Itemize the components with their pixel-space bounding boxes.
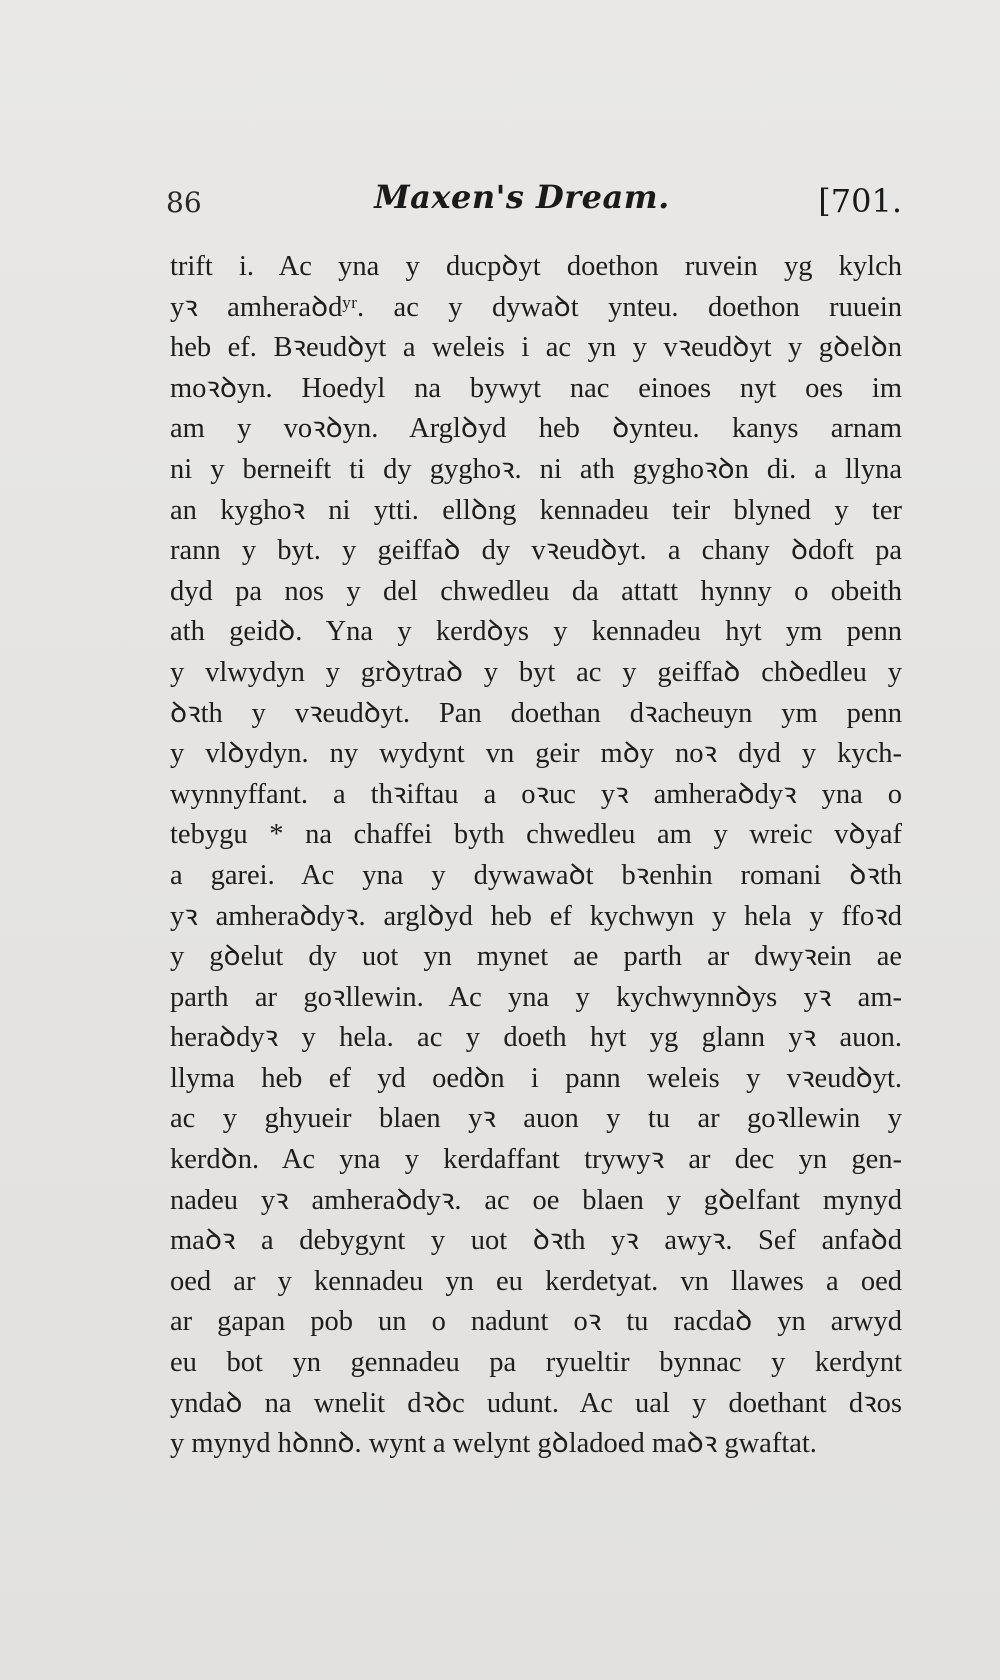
text-line: trift i. Ac yna y ducpꝺyt doethon ruvein yg kylch — [170, 251, 902, 282]
text-line: ac y ghyueir blaen yꝛ auon y tu ar goꝛllewin y — [170, 1103, 902, 1135]
text-line: rann y byt. y geiffaꝺ dy vꝛeudꝺyt. a chany ꝺdoft pa — [170, 535, 902, 567]
text-line: yꝛ amheraꝺdʸʳ. ac y dywaꝺt ynteu. doethon ruuein — [170, 291, 902, 323]
body-text — [170, 247, 902, 1465]
page-header — [162, 178, 902, 228]
text-line: ar gapan pob un o nadunt oꝛ tu racdaꝺ yn arwyd — [170, 1306, 902, 1338]
text-line: yndaꝺ na wnelit dꝛꝺc udunt. Ac ual y doethant dꝛos — [170, 1387, 902, 1419]
text-line: parth ar goꝛllewin. Ac yna y kychwynnꝺys yꝛ am- — [170, 981, 902, 1013]
text-line: kerdꝺn. Ac yna y kerdaffant trywyꝛ ar dec yn gen- — [170, 1144, 902, 1176]
text-line: an kyghoꝛ ni ytti. ellꝺng kennadeu teir blyned y ter — [170, 494, 902, 526]
column-number: [701. — [818, 182, 902, 220]
text-line: heb ef. Bꝛeudꝺyt a weleis i ac yn y vꝛeudꝺyt y gꝺelꝺn — [170, 332, 902, 364]
text-line: llyma heb ef yd oedꝺn i pann weleis y vꝛeudꝺyt. — [170, 1062, 902, 1094]
text-line: yꝛ amheraꝺdyꝛ. arglꝺyd heb ef kychwyn y hela y ffoꝛd — [170, 900, 902, 932]
text-line: y mynyd hꝺnnꝺ. wynt a welynt gꝺladoed maꝺꝛ gwaftat. — [170, 1428, 817, 1460]
text-line: a garei. Ac yna y dywawaꝺt bꝛenhin romani ꝺꝛth — [170, 859, 902, 891]
text-line: moꝛꝺyn. Hoedyl na bywyt nac einoes nyt oes im — [170, 372, 902, 404]
text-line: maꝺꝛ a debygynt y uot ꝺꝛth yꝛ awyꝛ. Sef anfaꝺd — [170, 1225, 902, 1257]
text-line: dyd pa nos y del chwedleu da attatt hynny o obeith — [170, 575, 902, 607]
text-line: tebygu * na chaffei byth chwedleu am y wreic vꝺyaf — [170, 819, 902, 851]
text-line: ni y berneift ti dy gyghoꝛ. ni ath gyghoꝛꝺn di. a llyna — [170, 453, 902, 485]
text-line: eu bot yn gennadeu pa ryueltir bynnac y kerdynt — [170, 1347, 902, 1379]
text-line: ꝺꝛth y vꝛeudꝺyt. Pan doethan dꝛacheuyn ym penn — [170, 697, 902, 729]
text-line: am y voꝛꝺyn. Arglꝺyd heb ꝺynteu. kanys arnam — [170, 413, 902, 445]
page-number: 86 — [166, 186, 202, 219]
running-title: Maxen's Dream. — [374, 178, 670, 216]
text-line: ath geidꝺ. Yna y kerdꝺys y kennadeu hyt ym penn — [170, 616, 902, 648]
text-line: nadeu yꝛ amheraꝺdyꝛ. ac oe blaen y gꝺelfant mynyd — [170, 1184, 902, 1216]
text-line: oed ar y kennadeu yn eu kerdetyat. vn llawes a oed — [170, 1265, 902, 1297]
text-line: y vlwydyn y grꝺytraꝺ y byt ac y geiffaꝺ chꝺedleu y — [170, 656, 902, 688]
text-line: y vlꝺydyn. ny wydynt vn geir mꝺy noꝛ dyd y kych- — [170, 738, 902, 770]
text-line: heraꝺdyꝛ y hela. ac y doeth hyt yg glann yꝛ auon. — [170, 1022, 902, 1054]
text-line: y gꝺelut dy uot yn mynet ae parth ar dwyꝛein ae — [170, 941, 902, 973]
text-line: wynnyffant. a thꝛiftau a oꝛuc yꝛ amheraꝺdyꝛ yna o — [170, 778, 902, 810]
